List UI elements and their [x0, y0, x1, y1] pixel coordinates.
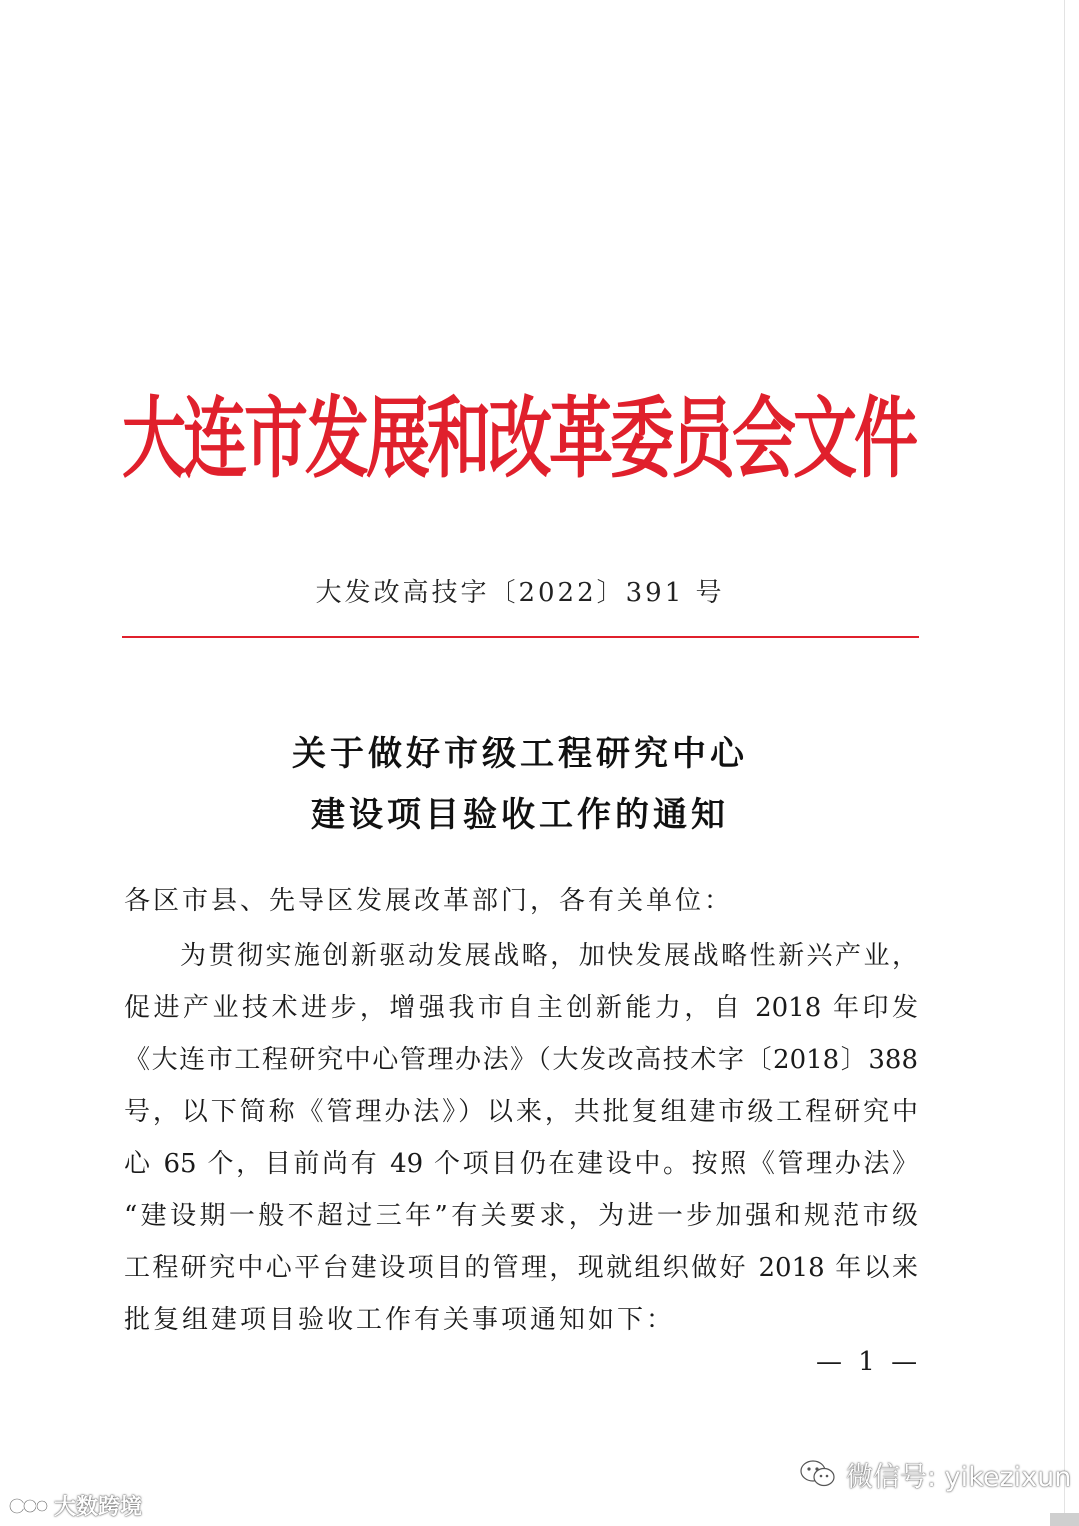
salutation: 各区市县、先导区发展改革部门，各有关单位：	[124, 886, 734, 916]
logo-icon	[8, 1493, 52, 1519]
wechat-icon	[798, 1458, 838, 1490]
source-logo-text: 大数跨境	[54, 1495, 143, 1520]
page-number: — 1 —	[816, 1347, 922, 1377]
wechat-id-text: 微信号: yikezixun	[846, 1461, 1072, 1493]
notice-title-line-1: 关于做好市级工程研究中心	[292, 734, 748, 774]
body-line-4: 号，以下简称《管理办法》）以来，共批复组建市级工程研究中	[124, 1097, 918, 1127]
body-line-3: 《大连市工程研究中心管理办法》（大发改高技术字〔2018〕388	[124, 1045, 918, 1075]
corner-mark	[1050, 1513, 1079, 1526]
page-edge-line	[1064, 0, 1065, 1526]
body-line-2: 促进产业技术进步，增强我市自主创新能力，自 2018 年印发	[124, 993, 918, 1023]
document-number: 大发改高技字〔2022〕391 号	[315, 578, 725, 608]
body-line-7: 工程研究中心平台建设项目的管理，现就组织做好 2018 年以来	[124, 1253, 918, 1283]
body-line-5: 心 65 个，目前尚有 49 个项目仍在建设中。按照《管理办法》	[124, 1149, 918, 1179]
notice-title-line-2: 建设项目验收工作的通知	[311, 795, 729, 835]
masthead-title: 大连市发展和改革委员会文件	[122, 388, 915, 492]
wechat-watermark	[798, 1454, 1071, 1494]
source-watermark	[8, 1490, 142, 1521]
body-line-6: “建设期一般不超过三年”有关要求，为进一步加强和规范市级	[124, 1201, 918, 1231]
body-line-8: 批复组建项目验收工作有关事项通知如下：	[124, 1305, 676, 1335]
red-divider	[122, 636, 919, 638]
body-line-1: 为贯彻实施创新驱动发展战略，加快发展战略性新兴产业，	[180, 941, 918, 971]
